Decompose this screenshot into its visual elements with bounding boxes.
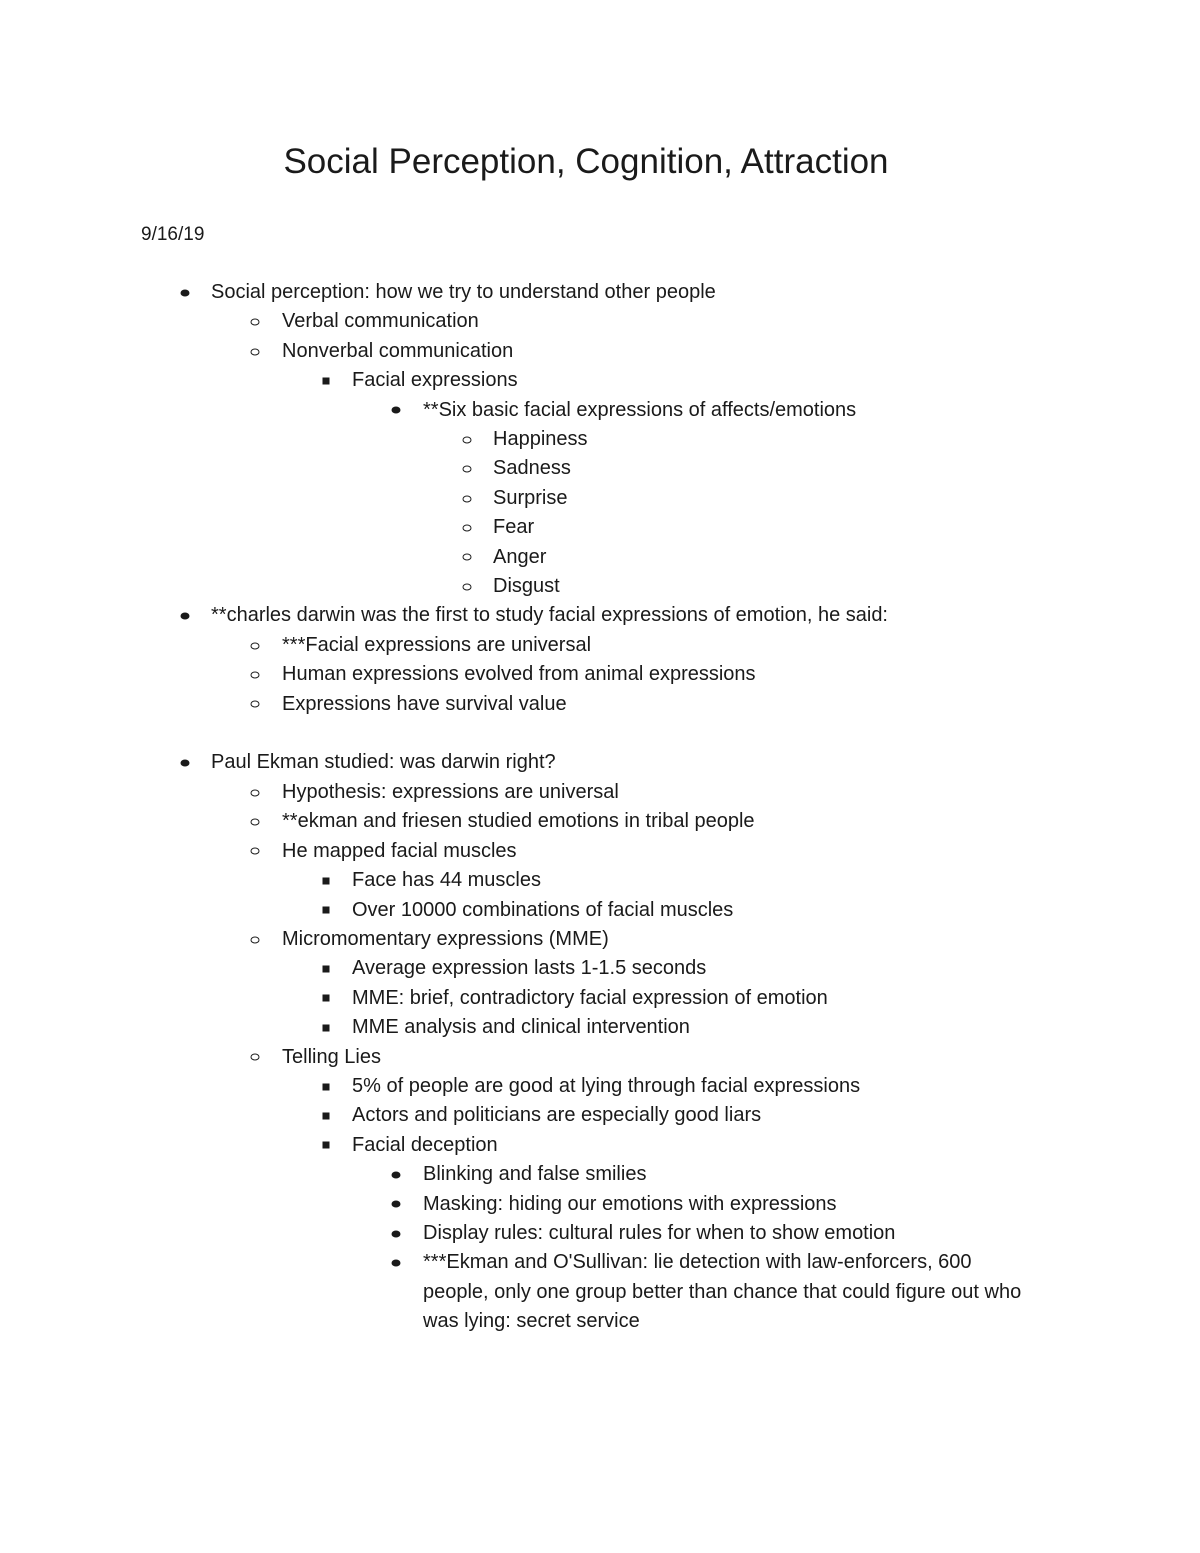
list-item	[0, 425, 1200, 454]
list-item	[0, 543, 1200, 572]
bullet-square-icon	[316, 866, 336, 895]
bullet-circle-icon	[457, 425, 477, 454]
list-item-text: Sadness	[493, 457, 571, 480]
bullet-circle-icon	[245, 631, 265, 660]
bullet-circle-icon	[245, 925, 265, 954]
bullet-disc-icon	[386, 1248, 406, 1277]
bullet-square-icon	[316, 1131, 336, 1160]
list-item	[0, 601, 1200, 630]
list-item-text: Over 10000 combinations of facial muscles	[352, 898, 734, 921]
list-item	[0, 572, 1200, 601]
list-item	[0, 690, 1200, 719]
list-item	[0, 807, 1200, 836]
list-item-text: Telling Lies	[282, 1045, 381, 1068]
bullet-circle-icon	[245, 837, 265, 866]
list-item-text: ***Ekman and O'Sullivan: lie detection with law-enforcers, 600 people, only one group better than chance that could figure out who was lying: secret service	[423, 1251, 1022, 1333]
list-item	[0, 954, 1200, 983]
list-item-text: Facial deception	[352, 1133, 498, 1156]
list-item	[0, 337, 1200, 366]
bullet-circle-icon	[457, 572, 477, 601]
list-item	[0, 660, 1200, 689]
page-title: Social Perception, Cognition, Attraction	[283, 142, 889, 181]
bullet-circle-icon	[245, 690, 265, 719]
list-item-text: Fear	[493, 516, 535, 539]
blank-line	[0, 719, 1200, 748]
bullet-square-icon	[316, 1013, 336, 1042]
list-item	[0, 866, 1200, 895]
list-item	[0, 1131, 1200, 1160]
list-item-text: Actors and politicians are especially good liars	[352, 1104, 762, 1127]
bullet-square-icon	[316, 1072, 336, 1101]
bullet-square-icon	[316, 1101, 336, 1130]
bullet-disc-icon	[386, 396, 406, 425]
list-item-text: Disgust	[493, 575, 560, 598]
bullet-circle-icon	[245, 337, 265, 366]
list-item	[0, 984, 1200, 1013]
list-item	[0, 278, 1200, 307]
list-item	[0, 396, 1200, 425]
bullet-disc-icon	[175, 748, 195, 777]
list-item	[0, 1219, 1200, 1248]
list-item-text: **charles darwin was the first to study facial expressions of emotion, he said:	[211, 604, 888, 627]
list-item	[0, 366, 1200, 395]
bullet-circle-icon	[457, 454, 477, 483]
bullet-square-icon	[316, 366, 336, 395]
list-item	[0, 631, 1200, 660]
list-item-text: Anger	[493, 545, 547, 568]
list-item	[0, 1248, 1200, 1336]
list-item	[0, 1101, 1200, 1130]
list-item-text: Masking: hiding our emotions with expressions	[423, 1192, 837, 1215]
list-item-text: Surprise	[493, 486, 568, 509]
list-item	[0, 896, 1200, 925]
list-item	[0, 1013, 1200, 1042]
list-item-text: MME analysis and clinical intervention	[352, 1016, 690, 1039]
bullet-circle-icon	[245, 307, 265, 336]
list-item-text: **Six basic facial expressions of affects/emotions	[423, 398, 857, 421]
list-item-text: Social perception: how we try to understand other people	[211, 281, 716, 303]
list-item	[0, 778, 1200, 807]
list-item-text: Expressions have survival value	[282, 692, 567, 715]
bullet-circle-icon	[245, 807, 265, 836]
list-item	[0, 837, 1200, 866]
list-item	[0, 307, 1200, 336]
bullet-disc-icon	[386, 1219, 406, 1248]
list-item	[0, 925, 1200, 954]
list-item	[0, 1043, 1200, 1072]
list-item-text: Blinking and false smilies	[423, 1163, 647, 1186]
bullet-square-icon	[316, 954, 336, 983]
bullet-circle-icon	[245, 778, 265, 807]
bullet-square-icon	[316, 984, 336, 1013]
list-item-text: He mapped facial muscles	[282, 839, 517, 862]
list-item	[0, 454, 1200, 483]
list-item	[0, 1190, 1200, 1219]
list-item	[0, 484, 1200, 513]
bullet-circle-icon	[457, 543, 477, 572]
list-item-text: MME: brief, contradictory facial expression of emotion	[352, 986, 828, 1009]
list-item	[0, 1160, 1200, 1189]
bullet-outline	[0, 278, 1200, 1337]
list-item-text: Face has 44 muscles	[352, 869, 541, 892]
list-item-text: Verbal communication	[282, 310, 479, 333]
list-item-text: Happiness	[493, 428, 588, 451]
list-item-text: **ekman and friesen studied emotions in tribal people	[282, 810, 755, 833]
list-item-text: ***Facial expressions are universal	[282, 633, 592, 656]
bullet-circle-icon	[457, 484, 477, 513]
list-item-text: Display rules: cultural rules for when to show emotion	[423, 1221, 896, 1244]
list-item	[0, 748, 1200, 777]
list-item-text: Human expressions evolved from animal expressions	[282, 663, 756, 686]
list-item-text: Nonverbal communication	[282, 339, 514, 362]
list-item-text: 5% of people are good at lying through facial expressions	[352, 1074, 861, 1097]
bullet-circle-icon	[245, 1043, 265, 1072]
list-item-text: Micromomentary expressions (MME)	[282, 927, 609, 950]
list-item-text: Paul Ekman studied: was darwin right?	[211, 751, 556, 774]
bullet-disc-icon	[175, 601, 195, 630]
bullet-disc-icon	[386, 1190, 406, 1219]
list-item	[0, 1072, 1200, 1101]
bullet-disc-icon	[386, 1160, 406, 1189]
bullet-circle-icon	[245, 660, 265, 689]
bullet-disc-icon	[175, 278, 195, 307]
note-date: 9/16/19	[141, 224, 205, 245]
list-item-text: Facial expressions	[352, 369, 518, 392]
list-item	[0, 513, 1200, 542]
bullet-circle-icon	[457, 513, 477, 542]
list-item-text: Hypothesis: expressions are universal	[282, 780, 619, 803]
list-item-text: Average expression lasts 1-1.5 seconds	[352, 957, 707, 980]
bullet-square-icon	[316, 896, 336, 925]
